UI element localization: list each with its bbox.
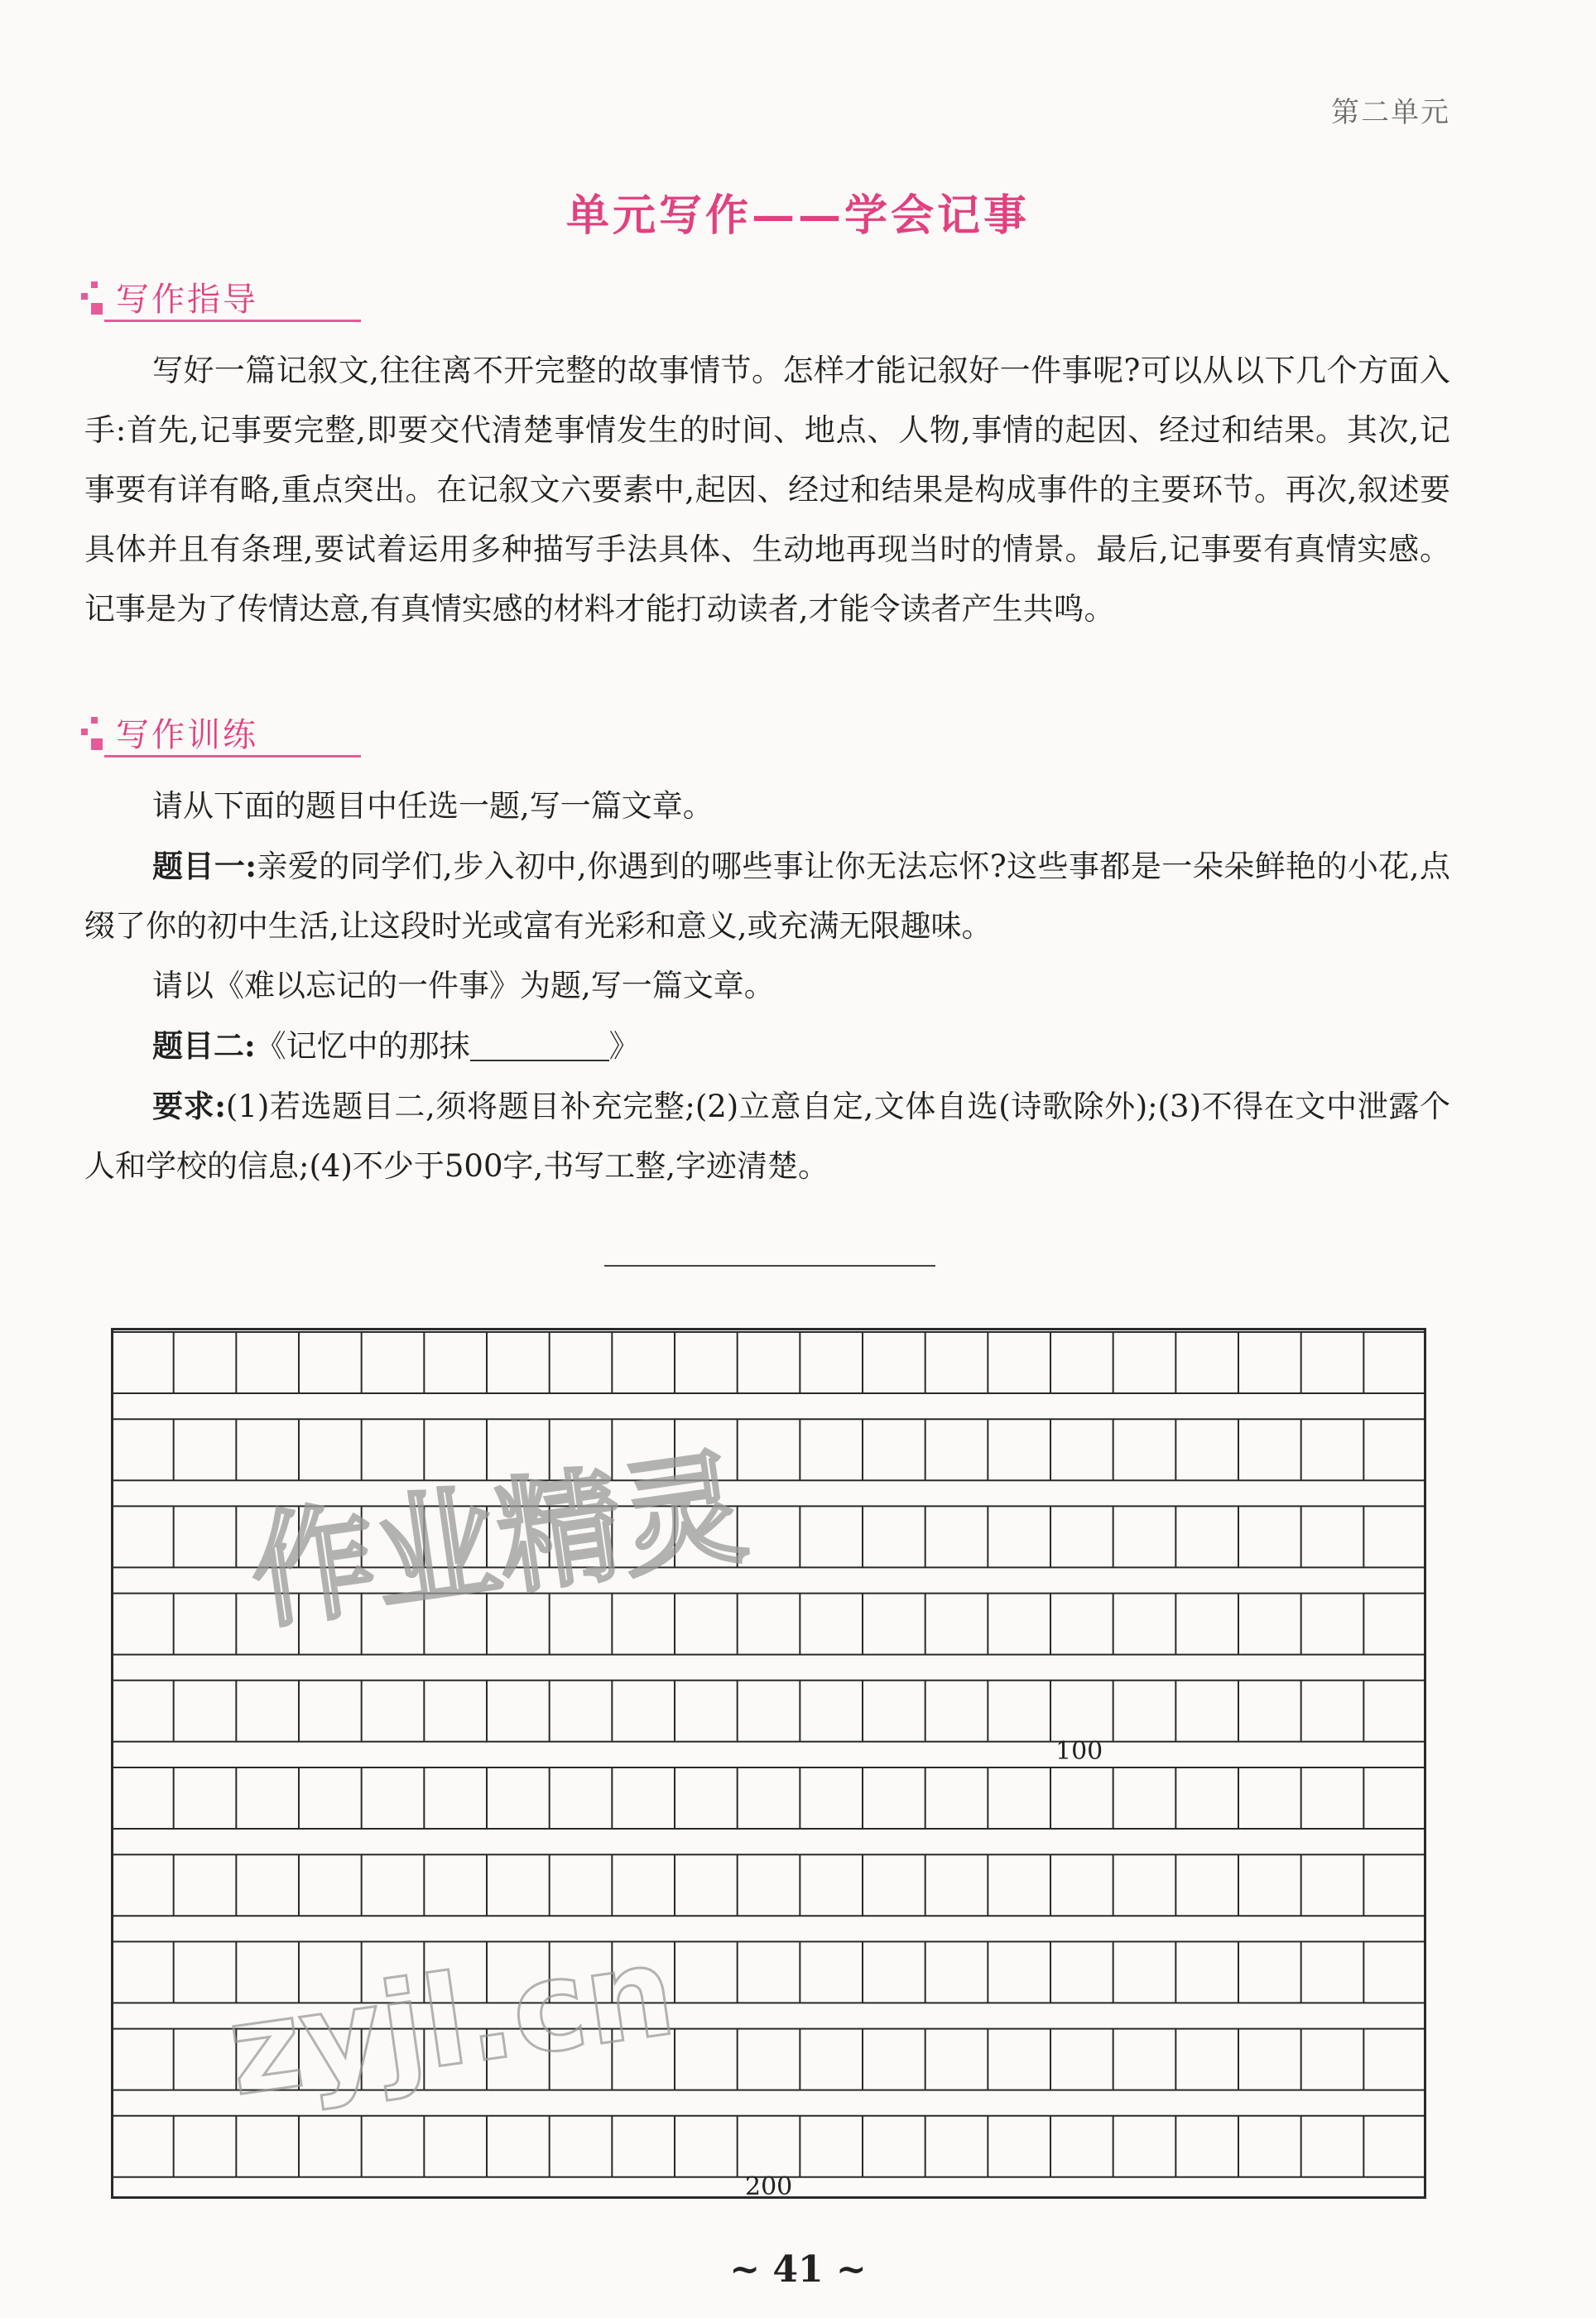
unit-header: 第二单元 — [1331, 96, 1450, 129]
topic-two-label: 题目二: — [152, 1027, 256, 1064]
page-number: ~ 41 ~ — [729, 2248, 867, 2291]
topic-two-blank[interactable] — [470, 1035, 609, 1061]
heading-underline — [104, 320, 361, 322]
guide-paragraph: 写好一篇记叙文,往往离不开完整的故事情节。怎样才能记叙好一件事呢?可以从以下几个方面入手:首先,记事要完整,即要交代清楚事情发生的时间、地点、人物,事情的起因、经过和结果。其次,记事要有详有略,重点突出。在记叙文六要素中,起因、经过和结果是构成事件的主要环节。再次,叙述要具体并且有条理,要试着运用多种描写手法具体、生动地再现当时的情景。最后,记事要有真情实感。记事是为了传情达意,有真情实感的材料才能打动读者,才能令读者产生共鸣。 — [84, 353, 1450, 627]
requirements-label: 要求: — [152, 1088, 226, 1124]
essay-title-line[interactable] — [604, 1265, 935, 1267]
training-body — [84, 777, 1450, 1196]
topic-one-prompt: 请以《难以忘记的一件事》为题,写一篇文章。 — [152, 968, 775, 1003]
heading-dots-icon — [79, 281, 104, 320]
topic-two — [84, 1016, 1450, 1076]
topic-one-label: 题目一: — [152, 848, 257, 884]
requirements — [84, 1076, 1450, 1196]
page-title: 单元写作——学会记事 — [565, 190, 1030, 241]
requirements-text: (1)若选题目二,须将题目补充完整;(2)立意自定,文体自选(诗歌除外);(3)不得在文中泄露个人和学校的信息;(4)不少于500字,书写工整,字迹清楚。 — [84, 1089, 1450, 1184]
char-count-100: 100 — [1055, 1737, 1103, 1766]
training-instruction: 请从下面的题目中任选一题,写一篇文章。 — [152, 788, 714, 824]
topic-one — [84, 836, 1450, 956]
topic-one-text: 亲爱的同学们,步入初中,你遇到的哪些事让你无法忘怀?这些事都是一朵朵鲜艳的小花,点缀了你的初中生活,让这段时光或富有光彩和意义,或充满无限趣味。 — [84, 849, 1450, 944]
heading-underline — [104, 755, 361, 757]
section-heading-label: 写作指导 — [116, 281, 258, 319]
heading-dots-icon — [79, 717, 104, 755]
section-heading-label: 写作训练 — [116, 716, 258, 754]
topic-two-open: 《记忆中的那抹 — [255, 1028, 470, 1064]
watermark-url: zyjl.cn — [219, 1919, 684, 2124]
watermark-text: 作业精灵 — [242, 1435, 755, 1647]
char-count-200: 200 — [745, 2172, 793, 2201]
topic-two-close: 》 — [608, 1028, 640, 1064]
guide-body — [84, 341, 1450, 639]
